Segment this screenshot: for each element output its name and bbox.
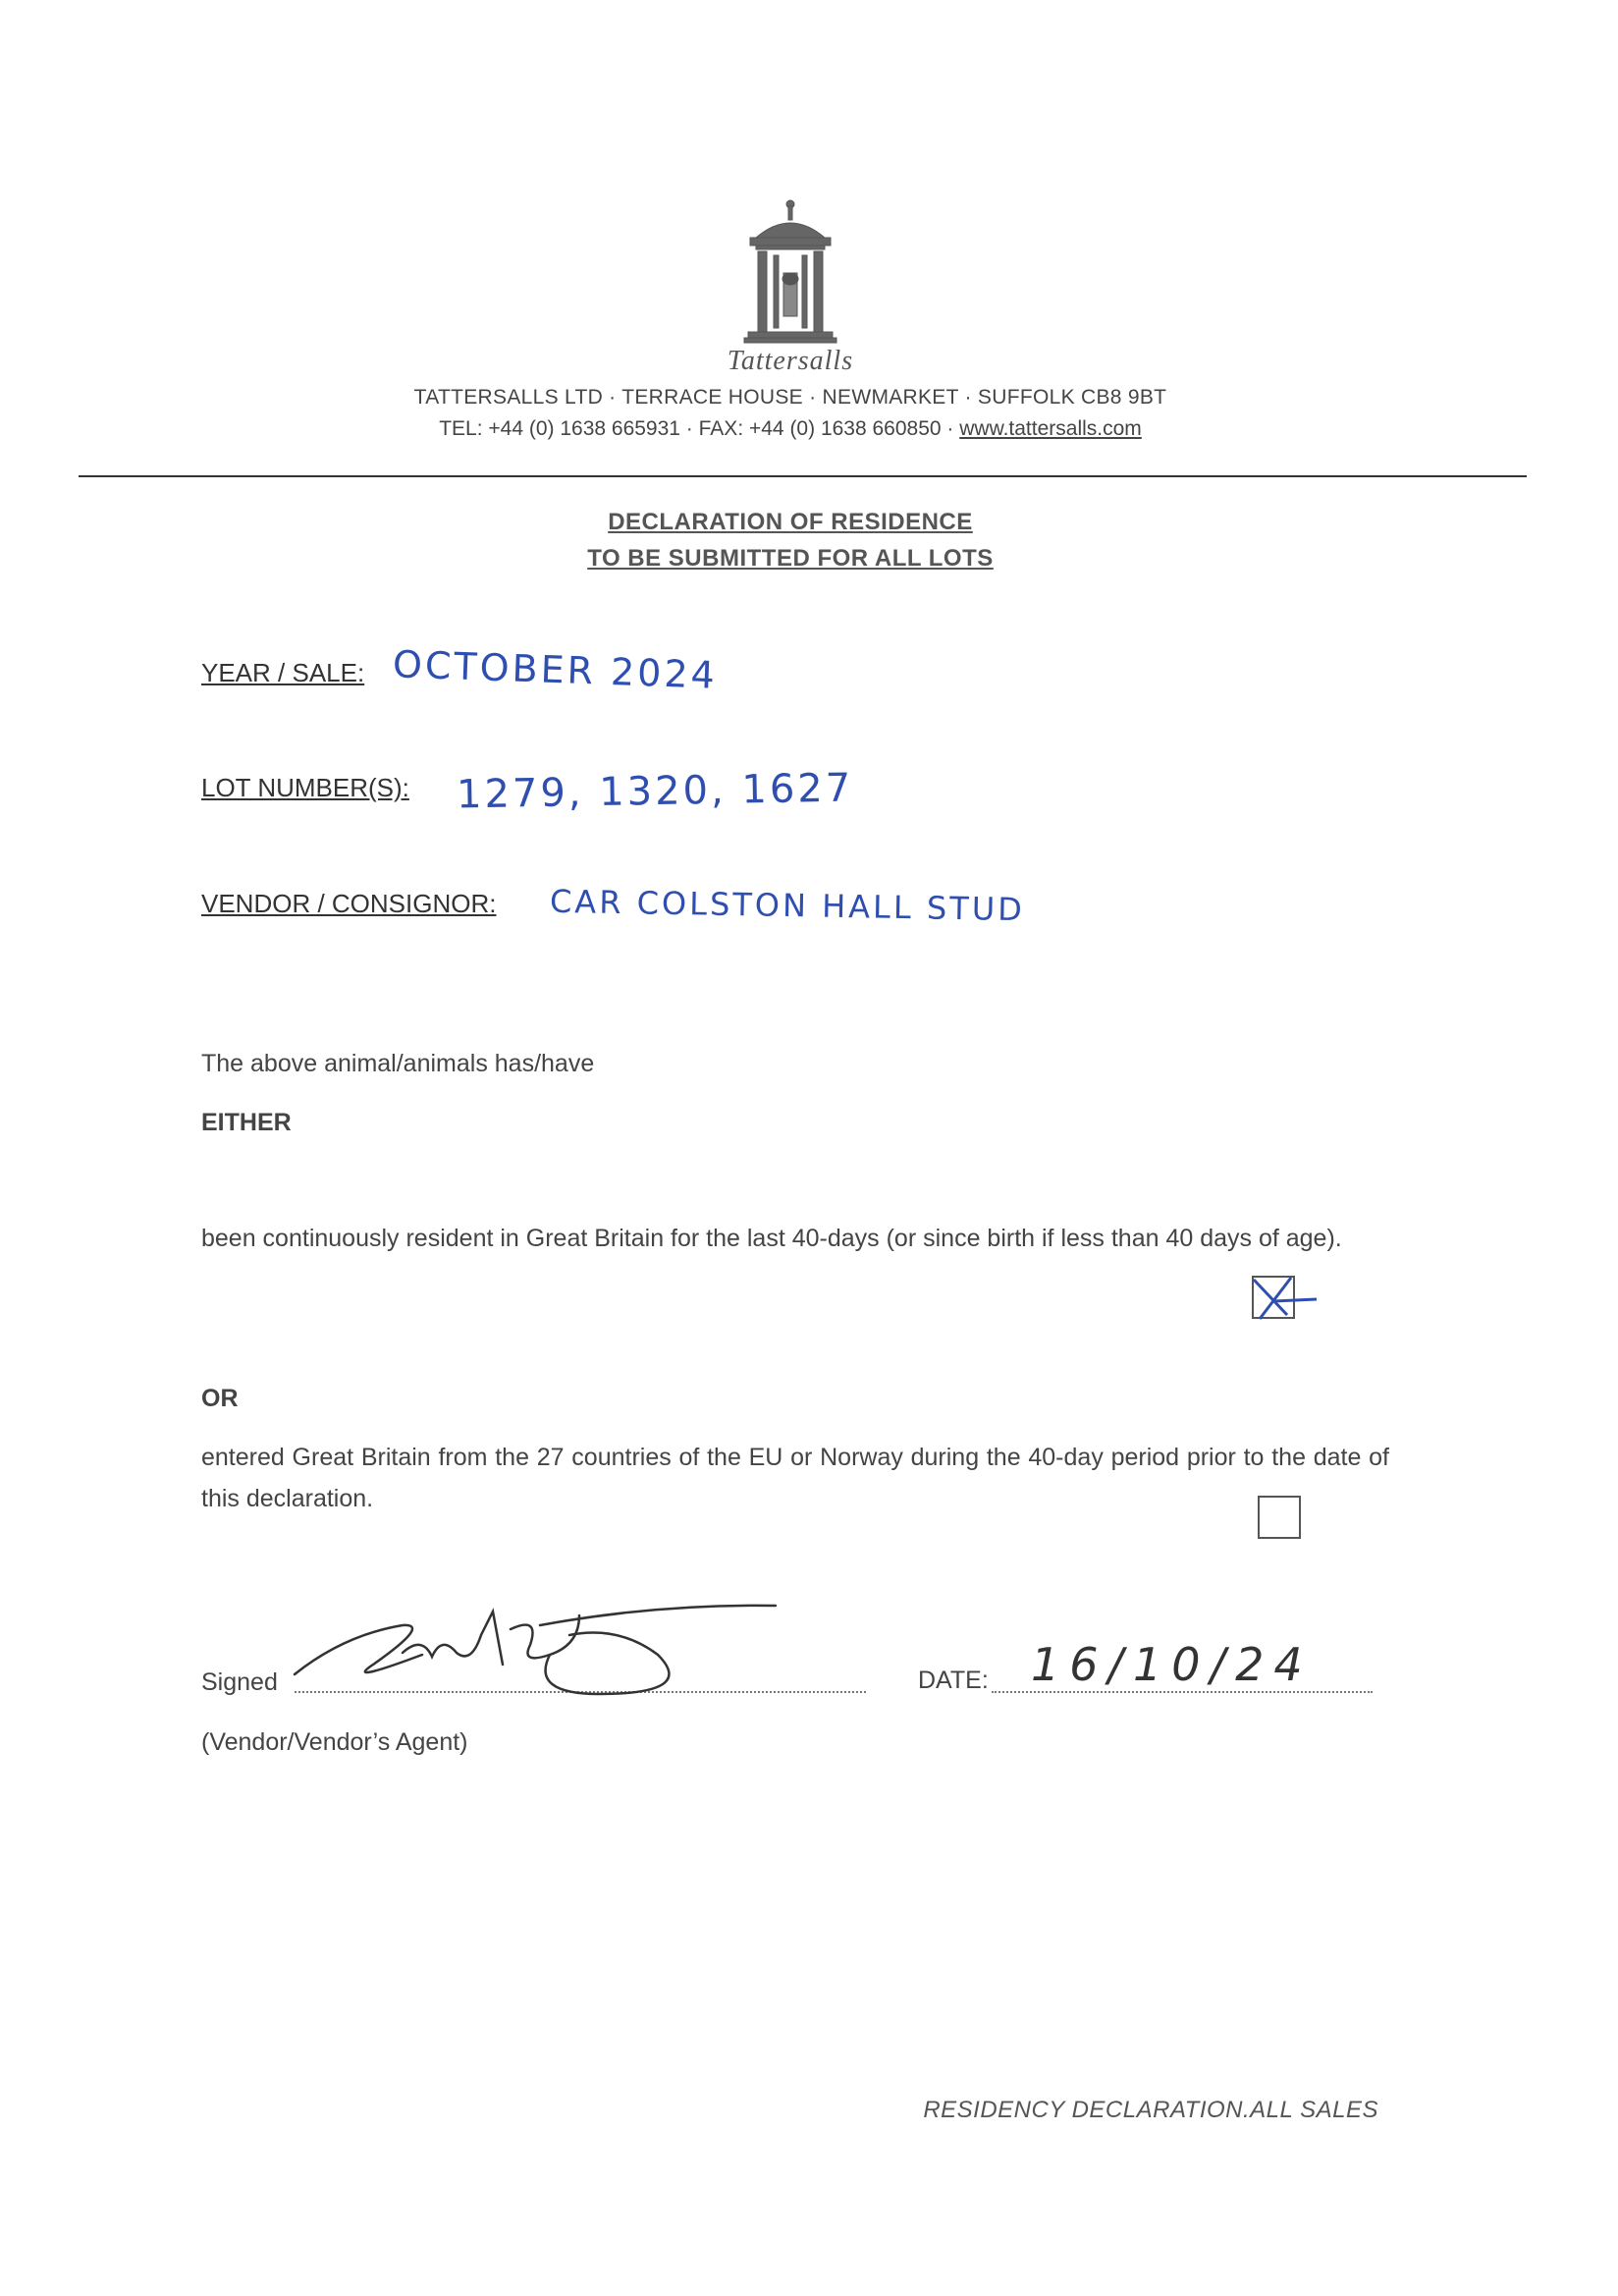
option2-checkbox[interactable] — [1258, 1496, 1301, 1539]
option1-text: been continuously resident in Great Britain for the last 40-days (or since birth if less than 40 days of age). — [201, 1225, 1342, 1252]
lot-numbers-label: LOT NUMBER(S): — [201, 773, 409, 802]
page-title: DECLARATION OF RESIDENCE — [608, 509, 973, 535]
date-value: 16/10/24 — [1031, 1638, 1313, 1691]
intro-text: The above animal/animals has/have — [201, 1050, 595, 1077]
signed-label: Signed — [201, 1668, 278, 1696]
page-subtitle: TO BE SUBMITTED FOR ALL LOTS — [587, 545, 994, 572]
company-contact — [0, 417, 1581, 441]
or-label: OR — [201, 1385, 239, 1412]
handwritten-signature-icon — [285, 1596, 795, 1709]
vendor-label: VENDOR / CONSIGNOR: — [201, 889, 497, 918]
date-line[interactable] — [992, 1691, 1373, 1693]
tattersalls-logo-icon — [736, 196, 844, 344]
cross-mark-icon — [1250, 1272, 1319, 1329]
vendor-value: CAR COLSTON HALL STUD — [549, 882, 1026, 929]
website-link[interactable]: www.tattersalls.com — [959, 417, 1142, 440]
company-address: TATTERSALLS LTD · TERRACE HOUSE · NEWMARKET · SUFFOLK CB8 9BT — [413, 386, 1167, 409]
brand-name: Tattersalls — [727, 346, 854, 376]
option1-checkbox[interactable] — [1252, 1276, 1295, 1319]
vendor-agent-label: (Vendor/Vendor’s Agent) — [201, 1728, 468, 1756]
either-label: EITHER — [201, 1109, 292, 1136]
contact-numbers: TEL: +44 (0) 1638 665931 · FAX: +44 (0) 1638 660850 · — [439, 417, 960, 440]
year-sale-value: OCTOBER 2024 — [392, 642, 719, 697]
year-sale-label: YEAR / SALE: — [201, 658, 365, 687]
option2-text: entered Great Britain from the 27 countries of the EU or Norway during the 40-day period prior to the date of this declaration. — [201, 1444, 1389, 1512]
date-label: DATE: — [918, 1667, 989, 1694]
header-divider — [79, 475, 1527, 477]
footer-text: RESIDENCY DECLARATION.ALL SALES — [923, 2097, 1378, 2123]
lot-numbers-value: 1279, 1320, 1627 — [456, 765, 854, 818]
